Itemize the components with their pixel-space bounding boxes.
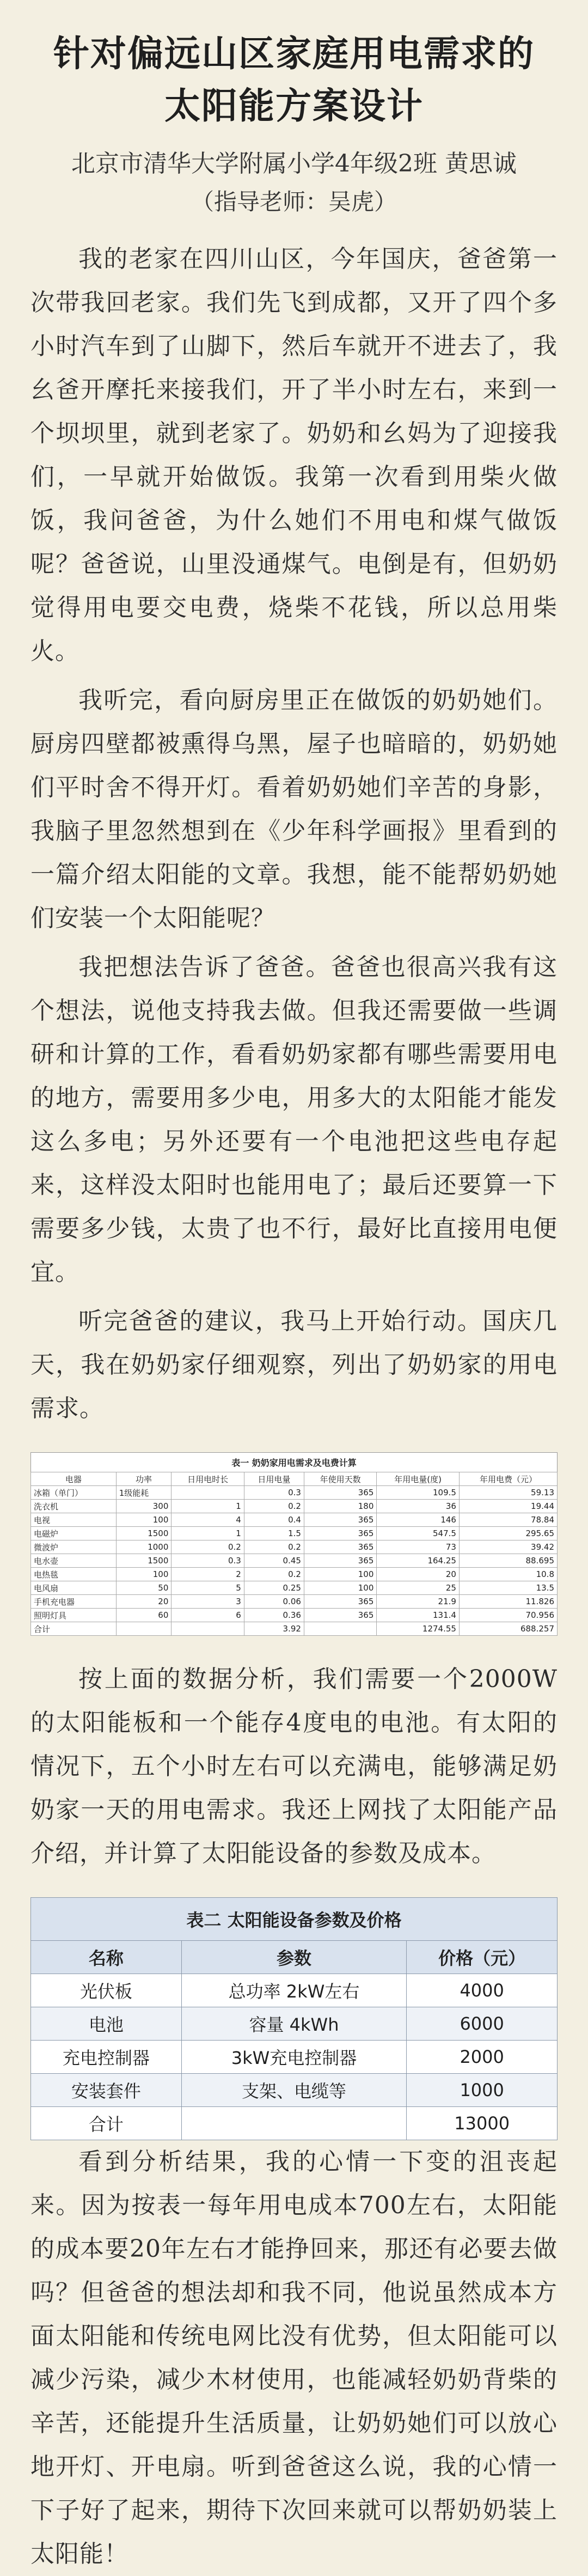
table-row [31,1554,558,1568]
table1-cell: 3.92 [244,1622,304,1636]
table1-cell: 11.826 [459,1595,557,1609]
table2-header-row [31,1941,558,1974]
table1-header-cell: 日用电时长 [171,1472,244,1486]
table1-cell: 100 [116,1513,171,1527]
table1-cell: 36 [377,1500,460,1513]
table2-header-cell: 名称 [31,1941,182,1974]
table2-cell: 容量 4kWh [181,2007,407,2041]
table2-header-cell: 参数 [181,1941,407,1974]
table1-header-cell: 电器 [31,1472,117,1486]
table1-cell: 20 [116,1595,171,1609]
table1-cell [171,1622,244,1636]
table1-cell: 164.25 [377,1554,460,1568]
table1-cell: 0.2 [244,1540,304,1554]
paragraph-1: 我的老家在四川山区，今年国庆，爸爸第一次带我回老家。我们先飞到成都，又开了四个多小时汽车到了山脚下，然后车就开不进去了，我幺爸开摩托来接我们，开了半小时左右，来到一个坝坝里，就到老家了。奶奶和幺妈为了迎接我们，一早就开始做饭。我第一次看到用柴火做饭，我问爸爸，为什么她们不用电和煤气做饭呢？爸爸说，山里没通煤气。电倒是有，但奶奶觉得用电要交电费，烧柴不花钱，所以总用柴火。 [30,245,558,665]
table1-cell: 365 [304,1486,376,1500]
table-row [31,2041,558,2074]
table1-cell: 电水壶 [31,1554,117,1568]
table-row [31,1513,558,1527]
table1-cell: 1500 [116,1527,171,1540]
table1-cell: 0.2 [244,1568,304,1581]
table-row [31,1500,558,1513]
table1-cell: 365 [304,1527,376,1540]
table2-total-row [31,2107,558,2140]
table1-cell: 0.3 [171,1554,244,1568]
table1-cell: 25 [377,1581,460,1595]
table2-cell: 光伏板 [31,1974,182,2007]
table1-cell: 1 [171,1527,244,1540]
table1-cell [171,1486,244,1500]
table1-caption: 表一 奶奶家用电需求及电费计算 [30,1452,558,1472]
table1-cell: 1 [171,1500,244,1513]
table-row [31,2074,558,2107]
table1-cell: 0.45 [244,1554,304,1568]
table1-cell: 146 [377,1513,460,1527]
table1-cell: 73 [377,1540,460,1554]
table1-cell: 688.257 [459,1622,557,1636]
table1-cell: 电视 [31,1513,117,1527]
table1-cell: 1500 [116,1554,171,1568]
table2-cell [181,2107,407,2140]
table2-cell: 1000 [407,2074,558,2107]
table1-cell: 547.5 [377,1527,460,1540]
table-row [31,1595,558,1609]
title-line-1: 针对偏远山区家庭用电需求的 [53,32,535,75]
table1-cell: 1.5 [244,1527,304,1540]
table1-cell: 39.42 [459,1540,557,1554]
table1-cell: 100 [304,1581,376,1595]
table1-cell: 131.4 [377,1609,460,1622]
table-row [31,1568,558,1581]
table-row [31,1527,558,1540]
table1-cell: 50 [116,1581,171,1595]
table2-cell: 支架、电缆等 [181,2074,407,2107]
table1-cell: 21.9 [377,1595,460,1609]
table2-cell: 2000 [407,2041,558,2074]
table1-cell: 1274.55 [377,1622,460,1636]
table2-body [31,1974,558,2140]
table1-cell: 手机充电器 [31,1595,117,1609]
table1-cell: 合计 [31,1622,117,1636]
table1-cell: 1级能耗 [116,1486,171,1500]
table1-cell: 300 [116,1500,171,1513]
table2-container [30,1897,558,2140]
table1-cell: 365 [304,1513,376,1527]
table1-cell: 3 [171,1595,244,1609]
paragraph-5: 按上面的数据分析，我们需要一个2000W的太阳能板和一个能存4度电的电池。有太阳的情况下，五个小时左右可以充满电，能够满足奶奶家一天的用电需求。我还上网找了太阳能产品介绍，并计算了太阳能设备的参数及成本。 [30,1665,558,1867]
table1-cell: 0.3 [244,1486,304,1500]
table-row [31,1974,558,2007]
author-line: 北京市清华大学附属小学4年级2班 黄思诚 [71,150,517,178]
table1-cell: 0.25 [244,1581,304,1595]
table2-cell: 3kW充电控制器 [181,2041,407,2074]
paragraph-4: 听完爸爸的建议，我马上开始行动。国庆几天，我在奶奶家仔细观察，列出了奶奶家的用电需求。 [30,1307,558,1422]
table2-cell: 安装套件 [31,2074,182,2107]
table1-cell: 59.13 [459,1486,557,1500]
table2-caption: 表二 太阳能设备参数及价格 [30,1897,558,1940]
table1-cell: 88.695 [459,1554,557,1568]
table1-cell: 0.2 [171,1540,244,1554]
table1-cell: 电风扇 [31,1581,117,1595]
table1-header-cell: 功率 [116,1472,171,1486]
table1-cell: 70.956 [459,1609,557,1622]
table-row [31,1540,558,1554]
table2-cell: 合计 [31,2107,182,2140]
title-line-2: 太阳能方案设计 [164,84,424,127]
paragraph-2: 我听完，看向厨房里正在做饭的奶奶她们。厨房四壁都被熏得乌黑，屋子也暗暗的，奶奶她们平时舍不得开灯。看着奶奶她们辛苦的身影，我脑子里忽然想到在《少年科学画报》里看到的一篇介绍太阳能的文章。我想，能不能帮奶奶她们安装一个太阳能呢？ [30,686,558,932]
table-row [31,1486,558,1500]
electricity-usage-table [30,1452,558,1636]
table2-cell: 电池 [31,2007,182,2041]
table1-cell: 照明灯具 [31,1609,117,1622]
article-title [30,27,558,132]
table1-body [31,1486,558,1636]
teacher-line: （指导老师：吴虎） [191,188,397,215]
table1-cell: 冰箱（单门） [31,1486,117,1500]
table1-cell [116,1622,171,1636]
table2-cell: 13000 [407,2107,558,2140]
table1-header-cell: 年用电费（元） [459,1472,557,1486]
table1-cell: 5 [171,1581,244,1595]
table1-cell: 109.5 [377,1486,460,1500]
table2-cell: 充电控制器 [31,2041,182,2074]
table1-cell: 10.8 [459,1568,557,1581]
table1-cell: 洗衣机 [31,1500,117,1513]
table2-cell: 4000 [407,1974,558,2007]
table1-cell: 20 [377,1568,460,1581]
table1-cell: 1000 [116,1540,171,1554]
table1-cell: 365 [304,1554,376,1568]
table1-cell: 13.5 [459,1581,557,1595]
table1-cell: 365 [304,1595,376,1609]
table1-cell: 4 [171,1513,244,1527]
table1-header-row [31,1472,558,1486]
table1-cell: 295.65 [459,1527,557,1540]
table2-header-cell: 价格（元） [407,1941,558,1974]
table1-cell [304,1622,376,1636]
table2-cell: 6000 [407,2007,558,2041]
table1-cell: 0.06 [244,1595,304,1609]
table1-container [30,1452,558,1636]
table1-cell: 2 [171,1568,244,1581]
table2-cell: 总功率 2kW左右 [181,1974,407,2007]
table1-header-cell: 日用电量 [244,1472,304,1486]
table1-cell: 365 [304,1540,376,1554]
table1-cell: 电磁炉 [31,1527,117,1540]
table1-cell: 100 [116,1568,171,1581]
table1-cell: 100 [304,1568,376,1581]
table1-cell: 电热毯 [31,1568,117,1581]
table1-cell: 6 [171,1609,244,1622]
paragraph-6: 看到分析结果，我的心情一下变的沮丧起来。因为按表一每年用电成本700左右，太阳能的成本要20年左右才能挣回来，那还有必要去做吗？但爸爸的想法却和我不同，他说虽然成本方面太阳能和传统电网比没有优势，但太阳能可以减少污染，减少木材使用，也能减轻奶奶背柴的辛苦，还能提升生活质量，让奶奶她们可以放心地开灯、开电扇。听到爸爸这么说，我的心情一下子好了起来，期待下次回来就可以帮奶奶装上太阳能！ [30,2148,558,2568]
table1-cell: 微波炉 [31,1540,117,1554]
paragraph-3: 我把想法告诉了爸爸。爸爸也很高兴我有这个想法，说他支持我去做。但我还需要做一些调研和计算的工作，看看奶奶家都有哪些需要用电的地方，需要用多少电，用多大的太阳能才能发这么多电；另外还要有一个电池把这些电存起来，这样没太阳时也能用电了；最后还要算一下需要多少钱，太贵了也不行，最好比直接用电便宜。 [30,953,558,1286]
table1-cell: 180 [304,1500,376,1513]
table1-cell: 0.2 [244,1500,304,1513]
table1-header-cell: 年用电量(度) [377,1472,460,1486]
table1-cell: 78.84 [459,1513,557,1527]
table1-cell: 60 [116,1609,171,1622]
table1-cell: 365 [304,1609,376,1622]
table-row [31,1609,558,1622]
table1-cell: 0.4 [244,1513,304,1527]
table-row [31,1581,558,1595]
table1-header-cell: 年使用天数 [304,1472,376,1486]
table-row [31,2007,558,2041]
solar-equipment-table [30,1897,558,2140]
table1-cell: 0.36 [244,1609,304,1622]
table1-total-row [31,1622,558,1636]
table1-cell: 19.44 [459,1500,557,1513]
